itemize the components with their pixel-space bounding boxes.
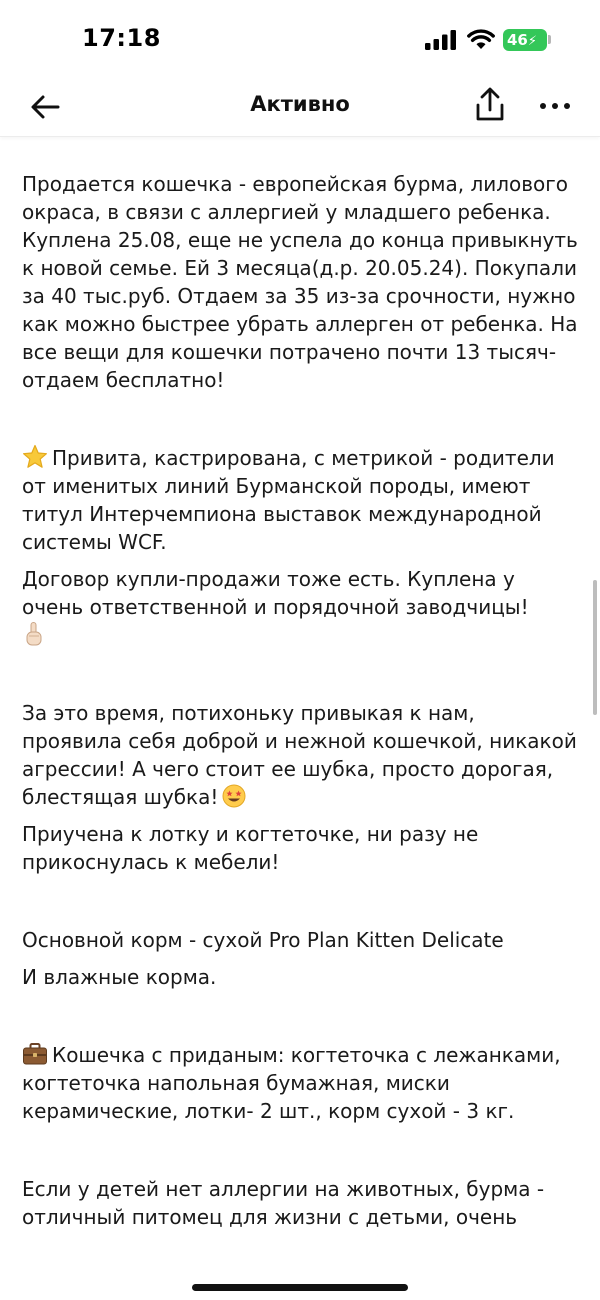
description-paragraph-wet-food: И влажные корма. [22, 965, 217, 989]
status-time: 17:18 [82, 24, 161, 52]
pointing-up-emoji [22, 621, 46, 647]
star-struck-emoji [222, 784, 246, 808]
nav-bar [0, 80, 600, 137]
more-icon[interactable] [538, 92, 572, 120]
back-arrow-icon[interactable] [28, 90, 62, 124]
battery-level: 46 [507, 31, 528, 49]
signal-icon [425, 30, 457, 50]
star-emoji [22, 444, 48, 470]
dowry-text: Кошечка с приданым: когтеточка с лежанками, когтеточка напольная бумажная, миски керамические, лотки- 2 шт., корм сухой - 3 кг. [22, 1043, 561, 1123]
description-paragraph-food: Основной корм - сухой Pro Plan Kitten Delicate [22, 928, 504, 952]
character-text: За это время, потихоньку привыкая к нам, проявила себя доброй и нежной кошечкой, никакой агрессии! А чего стоит ее шубка, просто дорогая, блестящая шубка! [22, 701, 577, 809]
ad-description [22, 170, 580, 1231]
vaccinated-text: Привита, кастрирована, с метрикой - родители от именитых линий Бурманской породы, имеют титул Интерчемпиона выставок международной системы WCF. [22, 446, 555, 554]
description-paragraph-dowry [22, 1041, 580, 1125]
battery-icon: 46⚡ [503, 29, 547, 51]
status-bar [0, 0, 600, 80]
description-paragraph-allergy: Если у детей нет аллергии на животных, бурма - отличный питомец для жизни с детьми, очень [22, 1177, 545, 1229]
description-paragraph-contract [22, 565, 580, 649]
home-indicator[interactable] [192, 1284, 408, 1291]
page-title: Активно [250, 92, 350, 116]
description-paragraph-habits: Приучена к лотку и когтеточке, ни разу не прикоснулась к мебели! [22, 822, 479, 874]
scrollbar[interactable] [593, 580, 597, 715]
briefcase-emoji [22, 1041, 48, 1067]
description-paragraph-vaccinated [22, 444, 580, 556]
share-icon[interactable] [474, 86, 506, 124]
contract-text: Договор купли-продажи тоже есть. Куплена у очень ответственной и порядочной заводчицы! [22, 567, 529, 619]
description-paragraph-character [22, 699, 580, 811]
description-paragraph: Продается кошечка - европейская бурма, лилового окраса, в связи с аллергией у младшего ребенка. Куплена 25.08, еще не успела до конца привыкнуть к новой семье. Ей 3 месяца(д.р. 20.05.24). Покупали за 40 тыс.руб. Отдаем за 35 из-за срочности, нужно как можно быстрее убрать аллерген от ребенка. На все вещи для кошечки потрачено почти 13 тысяч- отдаем бесплатно! [22, 172, 578, 392]
wifi-icon [467, 28, 495, 50]
battery-nub [548, 35, 551, 44]
